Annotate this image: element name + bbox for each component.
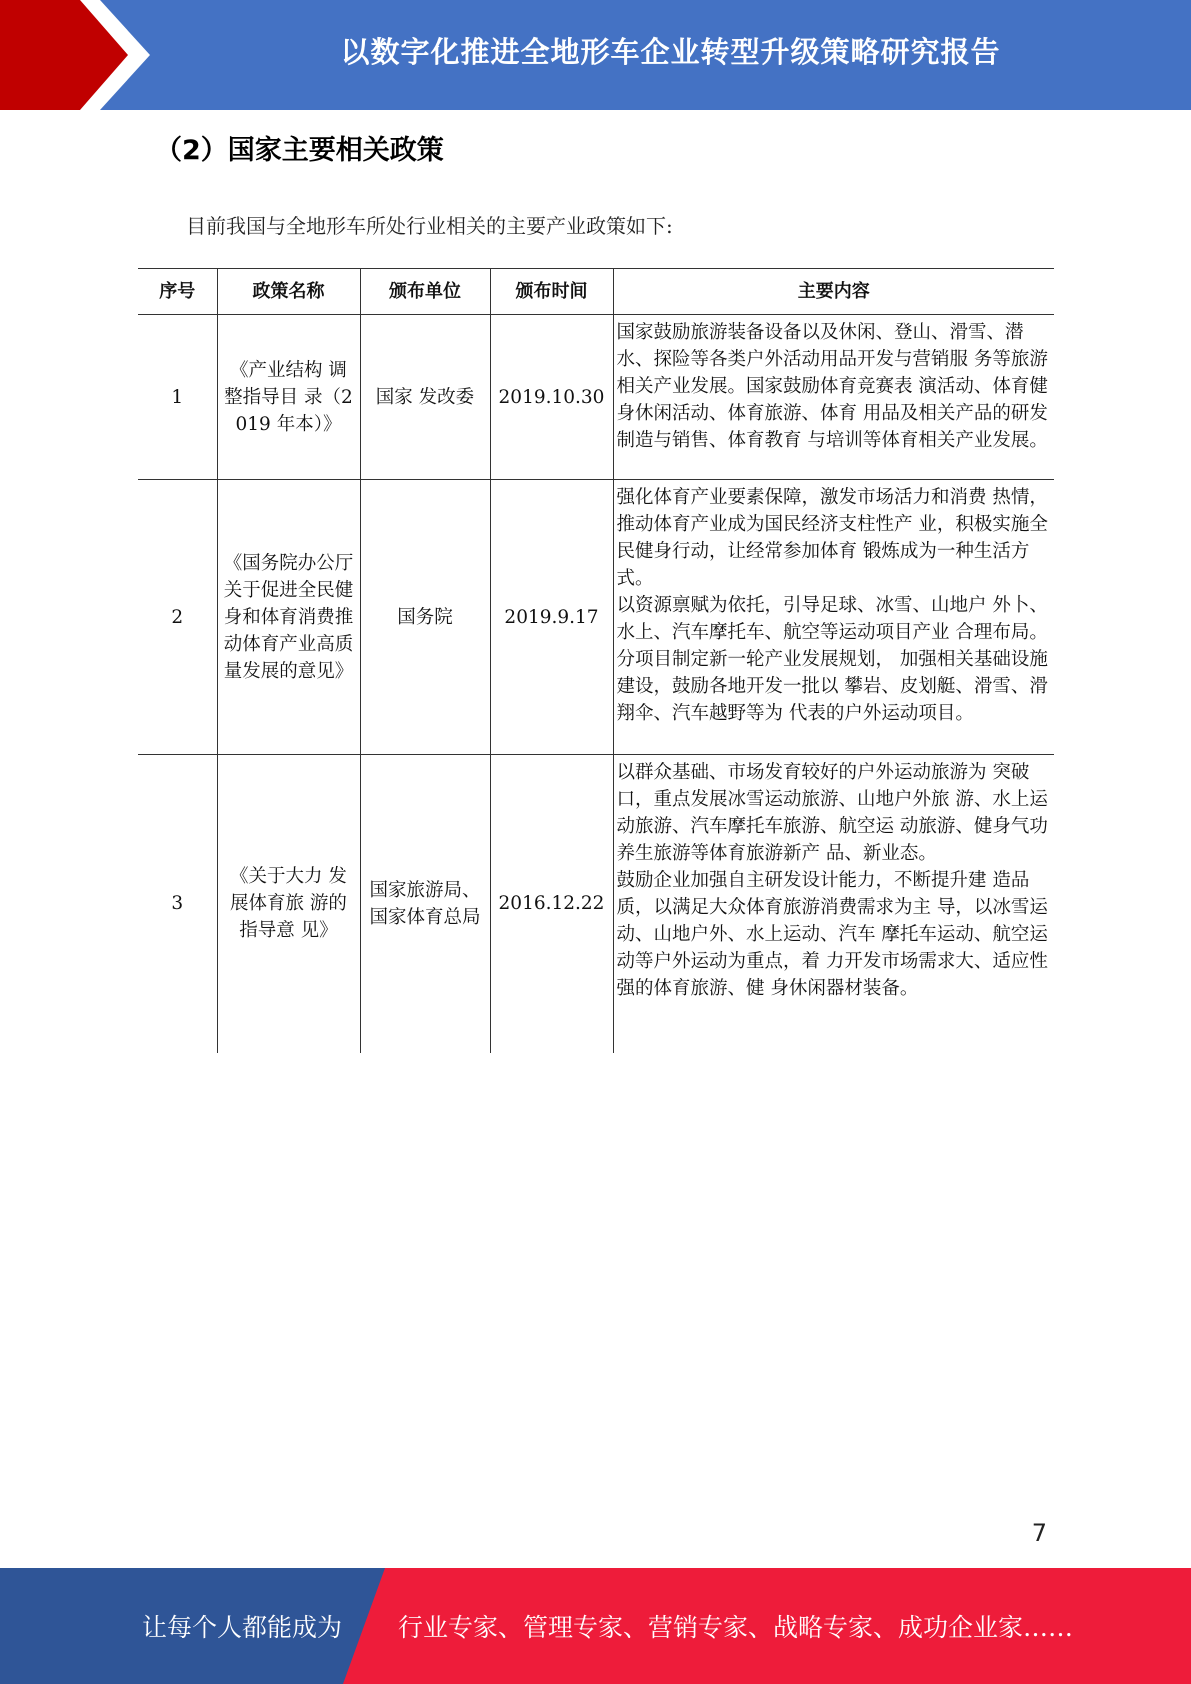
cell-date: 2016.12.22 bbox=[490, 755, 613, 1053]
cell-content: 以群众基础、市场发育较好的户外运动旅游为 突破口，重点发展冰雪运动旅游、山地户外旅 游、水上运动旅游、汽车摩托车旅游、航空运 动旅游、健身气功养生旅游等体育旅游新产 品、新业态。 鼓励企业加强自主研发设计能力，不断提升建 造品质，以满足大众体育旅游消费需求为主 导，以冰雪运动、山地户外、水上运动、汽车 摩托车运动、航空运动等户外运动为重点，着 力开发市场需求大、适应性强的体育旅游、健 身休闲器材装备。 bbox=[613, 755, 1054, 1053]
footer-slogan-left: 让每个人都能成为 bbox=[142, 1613, 343, 1642]
cell-content: 强化体育产业要素保障，激发市场活力和消费 热情，推动体育产业成为国民经济支柱性产 业，积极实施全民健身行动，让经常参加体育 锻炼成为一种生活方式。 以资源禀赋为依托，引导足球、冰雪、山地户 外卜、水上、汽车摩托车、航空等运动项目产业 合理布局。分项目制定新一轮产业发展规划， 加强相关基础设施建设，鼓励各地开发一批以 攀岩、皮划艇、滑雪、滑翔伞、汽车越野等为 代表的户外运动项目。 bbox=[613, 480, 1054, 755]
header-banner bbox=[0, 0, 1191, 110]
header-content: 主要内容 bbox=[613, 269, 1054, 315]
table-row bbox=[138, 315, 1054, 480]
cell-content: 国家鼓励旅游装备设备以及休闲、登山、滑雪、潜水、探险等各类户外活动用品开发与营销服 务等旅游相关产业发展。国家鼓励体育竞赛表 演活动、体育健身休闲活动、体育旅游、体育 用品及相关产品的研发制造与销售、体育教育 与培训等体育相关产业发展。 bbox=[613, 315, 1054, 480]
footer-slogan-right: 行业专家、管理专家、营销专家、战略专家、成功企业家…… bbox=[398, 1613, 1074, 1642]
cell-date: 2019.9.17 bbox=[490, 480, 613, 755]
cell-no: 2 bbox=[138, 480, 217, 755]
intro-paragraph: 目前我国与全地形车所处行业相关的主要产业政策如下: bbox=[186, 214, 673, 238]
cell-issuer: 国家旅游局、国家体育总局 bbox=[360, 755, 490, 1053]
policy-table bbox=[138, 268, 1054, 1053]
footer-banner bbox=[0, 1568, 1191, 1684]
report-title: 以数字化推进全地形车企业转型升级策略研究报告 bbox=[340, 34, 1001, 69]
header-issuer: 颁布单位 bbox=[360, 269, 490, 315]
section-heading: （2）国家主要相关政策 bbox=[155, 135, 444, 166]
header-policy-name: 政策名称 bbox=[217, 269, 360, 315]
page-number: 7 bbox=[1031, 1519, 1047, 1547]
header-no: 序号 bbox=[138, 269, 217, 315]
table-row bbox=[138, 480, 1054, 755]
cell-no: 1 bbox=[138, 315, 217, 480]
cell-date: 2019.10.30 bbox=[490, 315, 613, 480]
cell-policy-name: 《国务院办公厅关于促进全民健身和体育消费推动体育产业高质量发展的意见》 bbox=[217, 480, 360, 755]
cell-issuer: 国务院 bbox=[360, 480, 490, 755]
header-date: 颁布时间 bbox=[490, 269, 613, 315]
cell-policy-name: 《关于大力 发展体育旅 游的指导意 见》 bbox=[217, 755, 360, 1053]
table-header-row bbox=[138, 269, 1054, 315]
cell-policy-name: 《产业结构 调整指导目 录（2019 年本）》 bbox=[217, 315, 360, 480]
cell-no: 3 bbox=[171, 893, 184, 915]
table-row bbox=[138, 755, 1054, 1053]
cell-issuer: 国家 发改委 bbox=[360, 315, 490, 480]
